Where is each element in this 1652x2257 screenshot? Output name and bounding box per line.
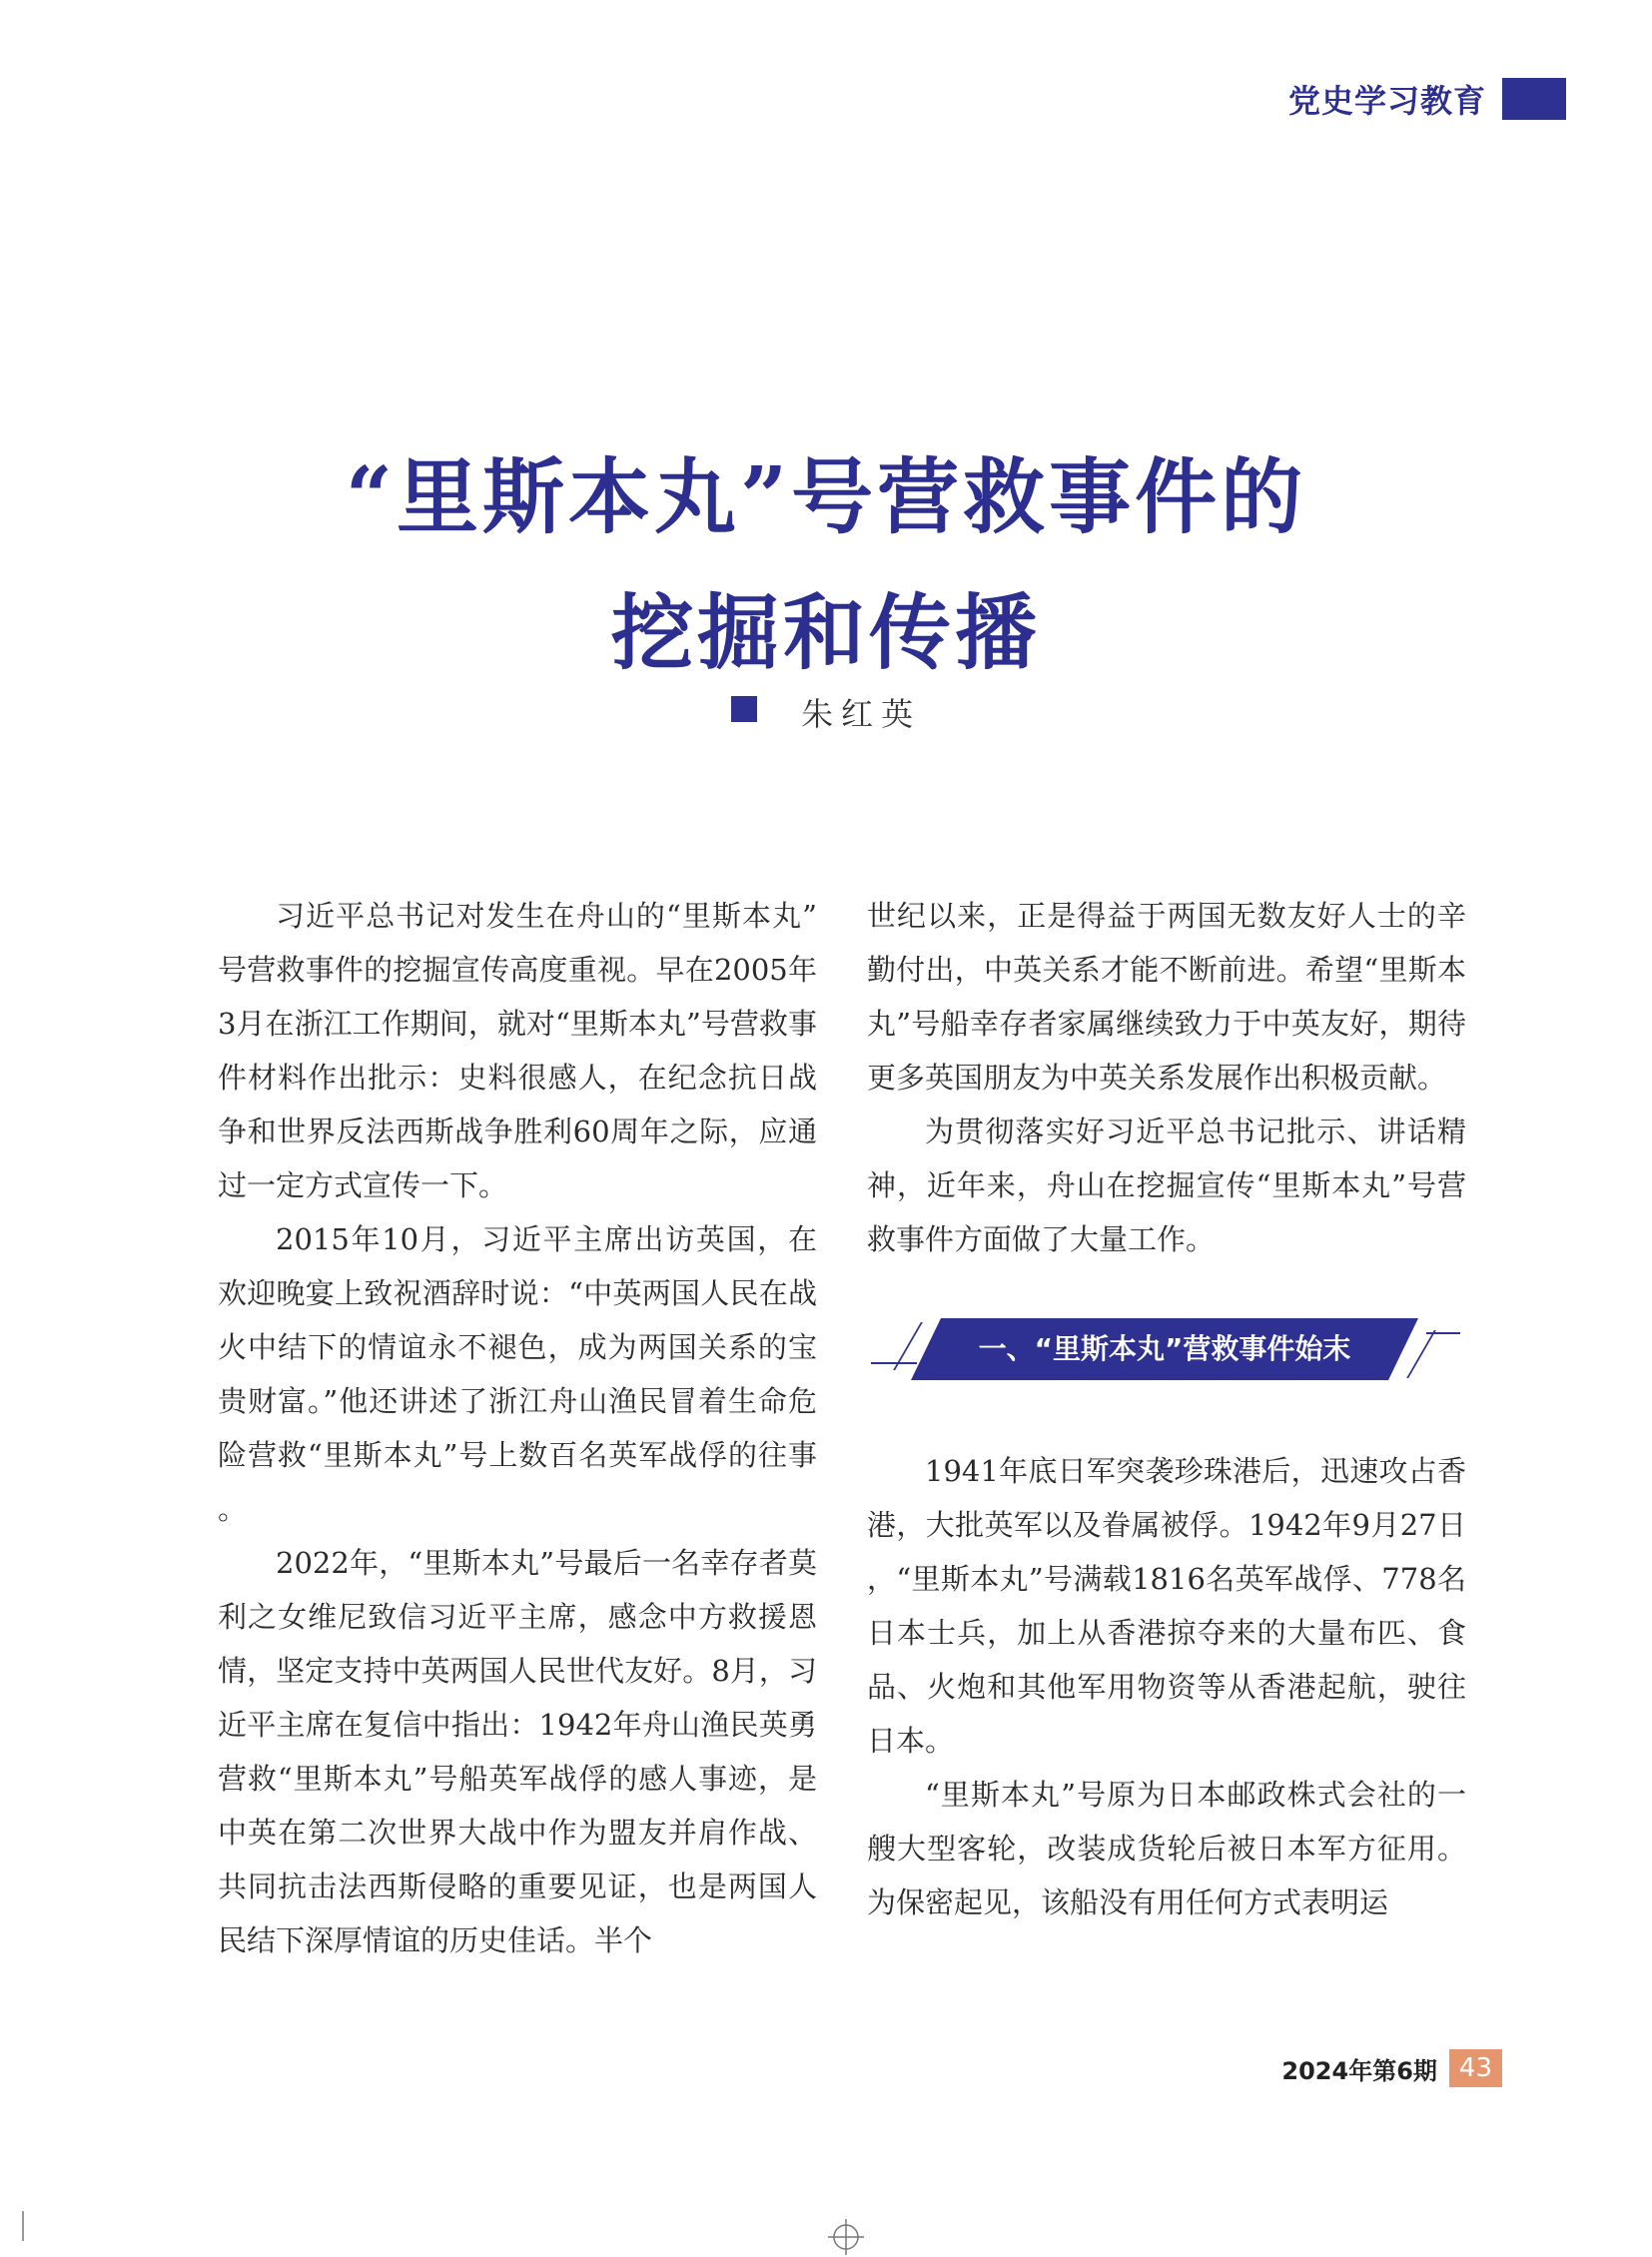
byline — [0, 689, 1652, 735]
issue-label: 2024年第6期 — [1281, 2056, 1437, 2085]
section-heading — [867, 1318, 1466, 1390]
paragraph: 2022年，“里斯本丸”号最后一名幸存者莫利之女维尼致信习近平主席，感念中方救援恩情，坚定支持中英两国人民世代友好。8月，习近平主席在复信中指出：1942年舟山渔民英勇营救“里斯本丸”号船英军战俘的感人事迹，是中英在第二次世界大战中作为盟友并肩作战、共同抗击法西斯侵略的重要见证，也是两国人民结下深厚情谊的历史佳话。半个 — [218, 1546, 817, 1957]
article-title-line-2: 挖掘和传播 — [610, 585, 1041, 681]
paragraph: 习近平总书记对发生在舟山的“里斯本丸”号营救事件的挖掘宣传高度重视。早在2005年3月在浙江工作期间，就对“里斯本丸”号营救事件材料作出批示：史料很感人，在纪念抗日战争和世界反法西斯战争胜利60周年之际，应通过一定方式宣传一下。 — [218, 899, 817, 1202]
right-column — [867, 889, 1466, 1929]
section-color-block — [1502, 78, 1566, 120]
byline-square-icon — [731, 696, 757, 722]
paragraph: 1941年底日军突袭珍珠港后，迅速攻占香港，大批英军以及眷属被俘。1942年9月27日，“里斯本丸”号满载1816名英军战俘、778名日本士兵，加上从香港掠夺来的大量布匹、食品、火炮和其他军用物资等从香港起航，驶往日本。 — [867, 1454, 1466, 1758]
section-label: 党史学习教育 — [1287, 82, 1486, 120]
article-title — [0, 429, 1652, 701]
article-title-line-1: “里斯本丸”号营救事件的 — [345, 449, 1307, 545]
registration-mark-icon — [826, 2217, 866, 2257]
section-tag — [1288, 76, 1566, 122]
left-column — [218, 889, 817, 1967]
paragraph: 为贯彻落实好习近平总书记批示、讲话精神，近年来，舟山在挖掘宣传“里斯本丸”号营救事件方面做了大量工作。 — [867, 1115, 1466, 1256]
crop-mark — [22, 2211, 24, 2241]
page-number: 43 — [1449, 2049, 1502, 2087]
author-name: 朱红英 — [801, 695, 922, 733]
paragraph: “里斯本丸”号原为日本邮政株式会社的一艘大型客轮，改装成货轮后被日本军方征用。为保密起见，该船没有用任何方式表明运 — [867, 1778, 1466, 1919]
paragraph: 2015年10月，习近平主席出访英国，在欢迎晚宴上致祝酒辞时说：“中英两国人民在战火中结下的情谊永不褪色，成为两国关系的宝贵财富。”他还讲述了浙江舟山渔民冒着生命危险营救“里斯本丸”号上数百名英军战俘的往事。 — [218, 1222, 817, 1526]
heading-decoration — [1426, 1332, 1460, 1334]
page-footer — [1281, 2049, 1502, 2087]
paragraph: 世纪以来，正是得益于两国无数友好人士的辛勤付出，中英关系才能不断前进。希望“里斯本丸”号船幸存者家属继续致力于中英友好，期待更多英国朋友为中英关系发展作出积极贡献。 — [867, 899, 1466, 1095]
section-heading-text: 一、“里斯本丸”营救事件始末 — [978, 1332, 1351, 1365]
